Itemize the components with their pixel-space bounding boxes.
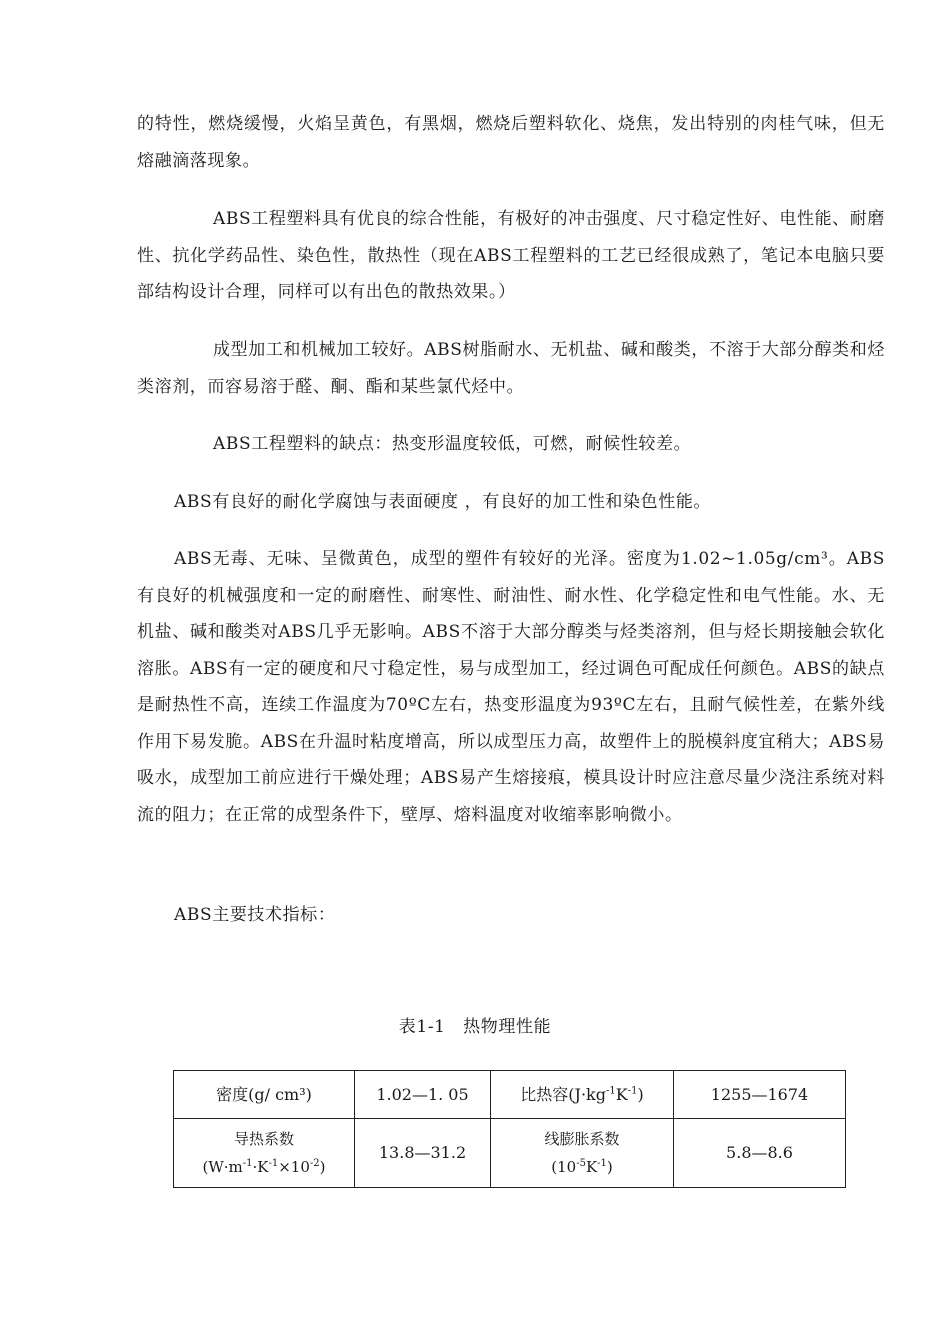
thermal-properties-table <box>173 1070 846 1188</box>
specific-heat-value-cell: 1255—1674 <box>674 1071 846 1119</box>
paragraph-detailed-description: ABS无毒、无味、呈微黄色，成型的塑件有较好的光泽。密度为1.02~1.05g/cm³。ABS有良好的机械强度和一定的耐磨性、耐寒性、耐油性、耐水性、化学稳定性和电气性能。水、无机盐、碱和酸类对ABS几乎无影响。ABS不溶于大部分醇类与烃类溶剂，但与烃长期接触会软化溶胀。ABS有一定的硬度和尺寸稳定性，易与成型加工，经过调色可配成任何颜色。ABS的缺点是耐热性不高，连续工作温度为70ºC左右，热变形温度为93ºC左右，且耐气候性差，在紫外线作用下易发脆。ABS在升温时粘度增高，所以成型压力高，故塑件上的脱模斜度宜稍大；ABS易吸水，成型加工前应进行干燥处理；ABS易产生熔接痕，模具设计时应注意尽量少浇注系统对料流的阻力；在正常的成型条件下，壁厚、熔料温度对收缩率影响微小。 <box>137 549 885 825</box>
expansion-value-cell: 5.8—8.6 <box>674 1119 846 1188</box>
specific-heat-label-unit: K <box>615 1084 628 1104</box>
specific-heat-label-text: 比热容(J·kg <box>520 1084 606 1104</box>
conductivity-unit <box>178 1153 350 1181</box>
conductivity-label-text: 导热系数 <box>233 1130 294 1148</box>
specific-heat-label-close: ) <box>637 1084 644 1104</box>
expansion-exponent: -5 <box>576 1158 586 1169</box>
table-row <box>174 1071 846 1119</box>
density-label-cell: 密度(g/ cm³) <box>174 1071 355 1119</box>
paragraph-processing: 成型加工和机械加工较好。ABS树脂耐水、无机盐、碱和酸类，不溶于大部分醇类和烃类溶剂，而容易溶于醛、酮、酯和某些氯代烃中。 <box>137 340 885 397</box>
density-value-cell: 1.02—1. 05 <box>355 1071 491 1119</box>
conductivity-value-cell: 13.8—31.2 <box>355 1119 491 1188</box>
conductivity-exponent: -1 <box>242 1158 253 1169</box>
paragraph-specs-heading: ABS主要技术指标： <box>174 905 336 925</box>
expansion-unit-part: ) <box>606 1158 613 1176</box>
expansion-unit-part: (10 <box>551 1158 577 1176</box>
expansion-label-text: 线膨胀系数 <box>544 1130 620 1148</box>
table-row <box>174 1119 846 1188</box>
paragraph-drawbacks: ABS工程塑料的缺点：热变形温度较低，可燃，耐候性较差。 <box>213 434 692 454</box>
paragraph-properties: ABS工程塑料具有优良的综合性能，有极好的冲击强度、尺寸稳定性好、电性能、耐磨性、抗化学药品性、染色性，散热性（现在ABS工程塑料的工艺已经很成熟了，笔记本电脑只要部结构设计合理，同样可以有出色的散热效果。） <box>137 209 885 302</box>
conductivity-unit-part: ·K <box>252 1158 269 1176</box>
expansion-exponent: -1 <box>597 1158 607 1169</box>
paragraph-chemical-resistance: ABS有良好的耐化学腐蚀与表面硬度 ，有良好的加工性和染色性能。 <box>174 492 712 512</box>
conductivity-unit-part: (W·m <box>202 1158 243 1176</box>
expansion-unit <box>495 1153 669 1181</box>
expansion-label-cell <box>491 1119 674 1188</box>
specific-heat-exponent: -1 <box>627 1085 638 1097</box>
conductivity-unit-part: ×10 <box>278 1158 310 1176</box>
paragraph-combustion: 的特性，燃烧缓慢，火焰呈黄色，有黑烟，燃烧后塑料软化、烧焦，发出特别的肉桂气味，但无熔融滴落现象。 <box>137 114 885 171</box>
table-caption: 表1-1 热物理性能 <box>398 1017 552 1037</box>
specific-heat-label-cell <box>491 1071 674 1119</box>
conductivity-unit-part: ) <box>319 1158 326 1176</box>
conductivity-label-cell <box>174 1119 355 1188</box>
specific-heat-exponent: -1 <box>605 1085 616 1097</box>
expansion-unit-part: K <box>585 1158 598 1176</box>
conductivity-exponent: -2 <box>309 1158 320 1169</box>
conductivity-exponent: -1 <box>268 1158 279 1169</box>
